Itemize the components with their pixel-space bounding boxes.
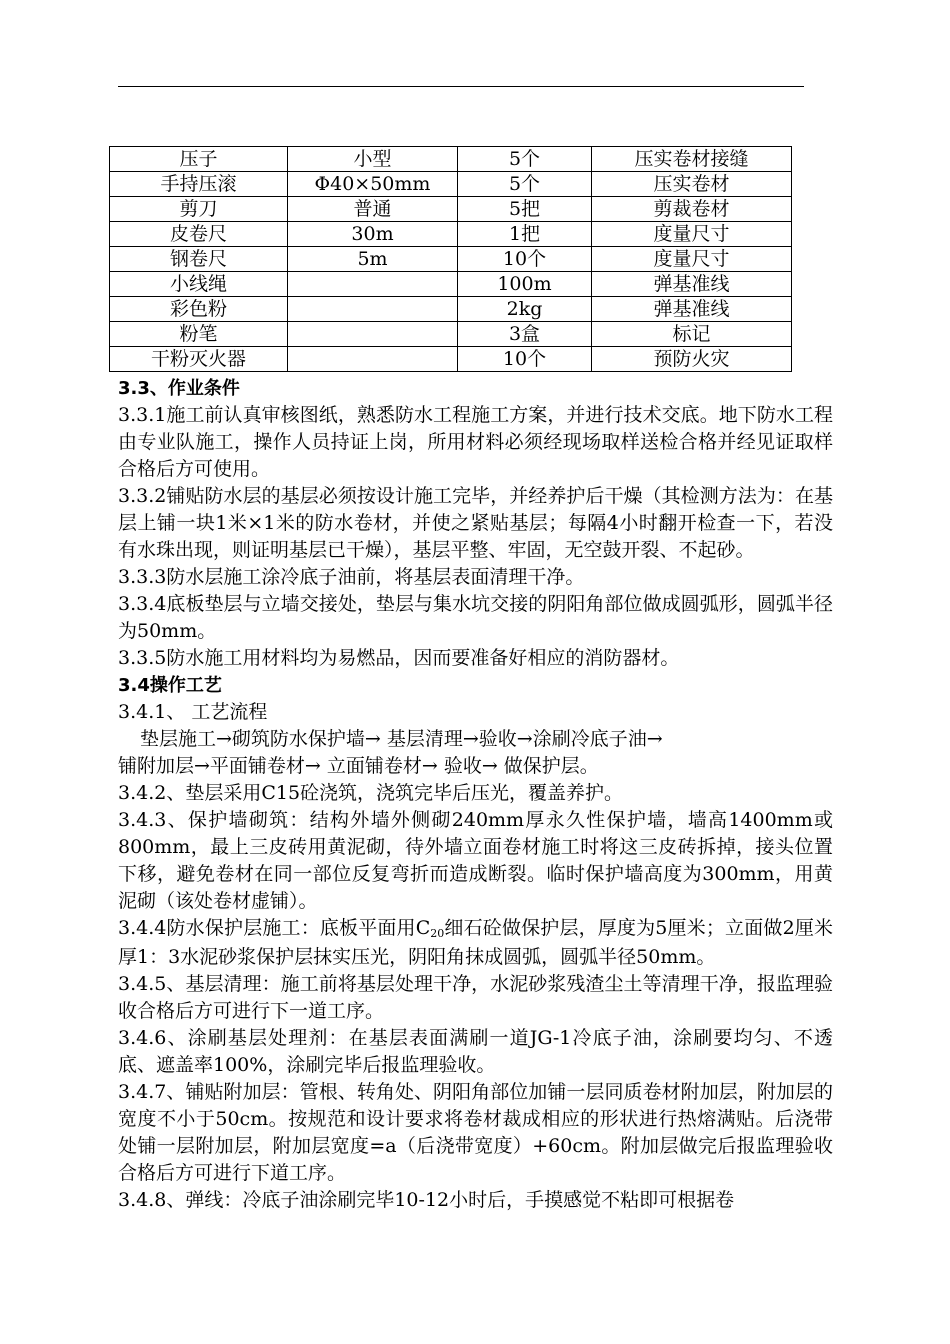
tool-spec-cell xyxy=(288,347,458,372)
tool-spec-cell: 5m xyxy=(288,247,458,272)
tool-qty-cell: 10个 xyxy=(458,247,592,272)
tool-name-cell: 皮卷尺 xyxy=(110,222,288,247)
concrete-grade-subscript: 20 xyxy=(430,927,445,940)
tool-use-cell: 度量尺寸 xyxy=(592,247,792,272)
paragraph-3-3-3: 3.3.3防水层施工涂冷底子油前，将基层表面清理干净。 xyxy=(118,566,585,588)
tool-spec-cell: 小型 xyxy=(288,147,458,172)
paragraph-3-4-4-part-a: 3.4.4防水保护层施工：底板平面用C xyxy=(118,917,431,939)
table-row xyxy=(110,247,792,272)
table-row xyxy=(110,172,792,197)
table-row xyxy=(110,147,792,172)
tool-name-cell: 干粉灭火器 xyxy=(110,347,288,372)
section-heading-work-conditions: 3.3、作业条件 xyxy=(118,378,240,399)
paragraph-3-4-5: 3.4.5、基层清理：施工前将基层处理干净，水泥砂浆残渣尘土等清理干净，报监理验收合格后方可进行下一道工序。 xyxy=(118,973,833,1022)
table-row xyxy=(110,222,792,247)
table-row xyxy=(110,297,792,322)
paragraph-3-4-6: 3.4.6、涂刷基层处理剂：在基层表面满刷一道JG-1冷底子油，涂刷要均匀、不透底、遮盖率100%，涂刷完毕后报监理验收。 xyxy=(118,1027,833,1076)
paragraph-3-3-1: 3.3.1施工前认真审核图纸，熟悉防水工程施工方案，并进行技术交底。地下防水工程由专业队施工，操作人员持证上岗，所用材料必须经现场取样送检合格并经见证取样合格后方可使用。 xyxy=(118,404,833,480)
paragraph-3-4-7: 3.4.7、铺贴附加层：管根、转角处、阴阳角部位加铺一层同质卷材附加层，附加层的宽度不小于50cm。按规范和设计要求将卷材裁成相应的形状进行热熔满贴。后浇带处铺一层附加层，附加层宽度=a（后浇带宽度）+60cm。附加层做完后报监理验收合格后方可进行下道工序。 xyxy=(118,1081,833,1184)
document-body xyxy=(118,375,833,1214)
paragraph-3-4-8: 3.4.8、弹线：冷底子油涂刷完毕10-12小时后，手摸感觉不粘即可根据卷 xyxy=(118,1189,735,1211)
table-row xyxy=(110,347,792,372)
paragraph-3-4-4-part-b: 细石砼做保护层，厚度为5厘米；立面做2厘米厚1：3水泥砂浆保护层抹实压光，阴阳角抹成圆弧，圆弧半径50mm。 xyxy=(118,917,833,968)
process-flow-line-2: 铺附加层→平面铺卷材→ 立面铺卷材→ 验收→ 做保护层。 xyxy=(118,755,599,777)
tool-qty-cell: 3盒 xyxy=(458,322,592,347)
tool-use-cell: 标记 xyxy=(592,322,792,347)
header-rule xyxy=(118,86,804,87)
process-flow-line-1: 垫层施工→砌筑防水保护墙→ 基层清理→验收→涂刷冷底子油→ xyxy=(140,728,663,750)
paragraph-3-3-2: 3.3.2铺贴防水层的基层必须按设计施工完毕，并经养护后干燥（其检测方法为：在基层上铺一块1米×1米的防水卷材，并使之紧贴基层；每隔4小时翻开检查一下，若没有水珠出现，则证明基层已干燥），基层平整、牢固，无空鼓开裂、不起砂。 xyxy=(118,485,833,561)
table-row xyxy=(110,272,792,297)
tools-table xyxy=(109,146,792,372)
tool-name-cell: 压子 xyxy=(110,147,288,172)
tool-qty-cell: 5把 xyxy=(458,197,592,222)
tool-name-cell: 手持压滚 xyxy=(110,172,288,197)
tool-use-cell: 弹基准线 xyxy=(592,272,792,297)
tool-name-cell: 彩色粉 xyxy=(110,297,288,322)
tool-name-cell: 粉笔 xyxy=(110,322,288,347)
paragraph-3-4-3: 3.4.3、保护墙砌筑：结构外墙外侧砌240mm厚永久性保护墙，墙高1400mm或800mm，最上三皮砖用黄泥砌，待外墙立面卷材施工时将这三皮砖拆掉，接头位置下移，避免卷材在同一部位反复弯折而造成断裂。临时保护墙高度为300mm，用黄泥砌（该处卷材虚铺）。 xyxy=(118,809,833,912)
tool-spec-cell xyxy=(288,272,458,297)
tool-qty-cell: 100m xyxy=(458,272,592,297)
tool-name-cell: 钢卷尺 xyxy=(110,247,288,272)
tool-qty-cell: 2kg xyxy=(458,297,592,322)
tool-spec-cell xyxy=(288,297,458,322)
tool-spec-cell xyxy=(288,322,458,347)
tool-name-cell: 剪刀 xyxy=(110,197,288,222)
tool-spec-cell: Φ40×50mm xyxy=(288,172,458,197)
tool-qty-cell: 5个 xyxy=(458,172,592,197)
tool-qty-cell: 10个 xyxy=(458,347,592,372)
tool-spec-cell: 30m xyxy=(288,222,458,247)
tool-spec-cell: 普通 xyxy=(288,197,458,222)
paragraph-3-4-2: 3.4.2、垫层采用C15砼浇筑，浇筑完毕后压光，覆盖养护。 xyxy=(118,782,624,804)
tool-use-cell: 压实卷材 xyxy=(592,172,792,197)
table-row xyxy=(110,197,792,222)
tool-use-cell: 度量尺寸 xyxy=(592,222,792,247)
section-heading-operation-process: 3.4操作工艺 xyxy=(118,675,222,696)
tool-use-cell: 剪裁卷材 xyxy=(592,197,792,222)
tool-qty-cell: 5个 xyxy=(458,147,592,172)
tool-use-cell: 预防火灾 xyxy=(592,347,792,372)
paragraph-3-4-4 xyxy=(118,915,833,971)
tool-use-cell: 压实卷材接缝 xyxy=(592,147,792,172)
table-row xyxy=(110,322,792,347)
tool-name-cell: 小线绳 xyxy=(110,272,288,297)
paragraph-3-3-4: 3.3.4底板垫层与立墙交接处，垫层与集水坑交接的阴阳角部位做成圆弧形，圆弧半径为50mm。 xyxy=(118,593,833,642)
tool-use-cell: 弹基准线 xyxy=(592,297,792,322)
paragraph-3-3-5: 3.3.5防水施工用材料均为易燃品，因而要准备好相应的消防器材。 xyxy=(118,647,680,669)
paragraph-3-4-1: 3.4.1、 工艺流程 xyxy=(118,701,268,723)
tool-qty-cell: 1把 xyxy=(458,222,592,247)
